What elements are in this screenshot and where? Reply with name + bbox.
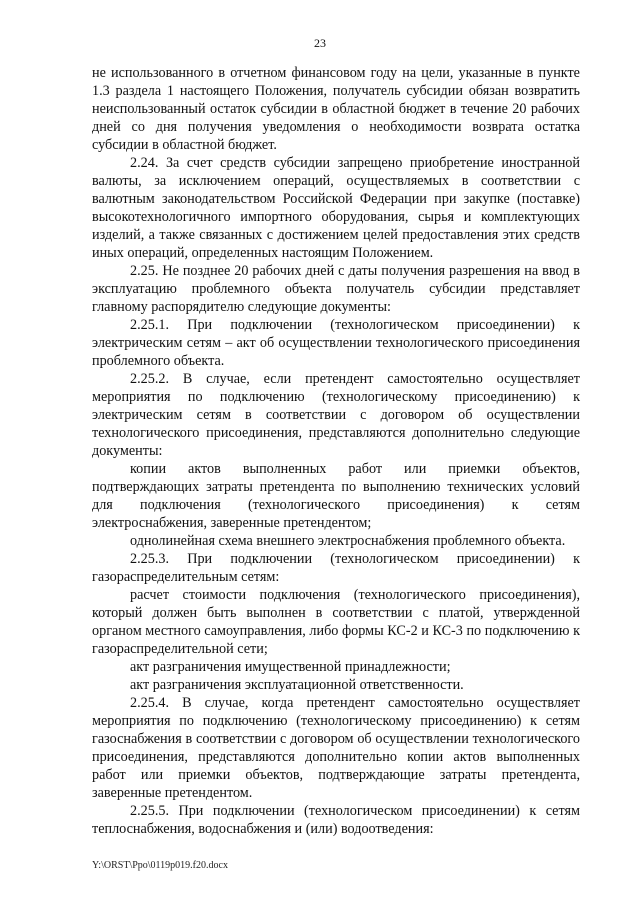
paragraph-single-line-scheme: однолинейная схема внешнего электроснабжения проблемного объекта. bbox=[130, 533, 566, 549]
page-number: 23 bbox=[314, 36, 326, 50]
file-path-footer: Y:\ORST\Ppo\0119p019.f20.docx bbox=[92, 860, 228, 871]
paragraph-2-25-3: 2.25.3. При подключении (технологическом присоединении) к газораспределительным сетям: bbox=[92, 551, 580, 585]
paragraph-continuation: не использованного в отчетном финансовом году на цели, указанные в пункте 1.3 раздела 1 настоящего Положения, получатель субсидии обязан возвратить неиспользованный остаток субсидии в областной бюджет в течение 20 рабочих дней со дня получения уведомления о необходимости возврата остатка субсидии в областной бюджет. bbox=[92, 65, 580, 153]
paragraph-2-25-4: 2.25.4. В случае, когда претендент самостоятельно осуществляет мероприятия по подключению (технологическому присоединению) к сетям газоснабжения в соответствии с договором об осуществлении технологического присоединения, представляются дополнительно копии актов выполненных работ или приемки объектов, подтверждающие затраты претендента, заверенные претендентом. bbox=[92, 695, 580, 801]
paragraph-2-25-1: 2.25.1. При подключении (технологическом присоединении) к электрическим сетям – акт об осуществлении технологического присоединения проблемного объекта. bbox=[92, 317, 580, 369]
document-body bbox=[92, 64, 580, 838]
paragraph-2-25: 2.25. Не позднее 20 рабочих дней с даты получения разрешения на ввод в эксплуатацию проблемного объекта получатель субсидии представляет главному распорядителю следующие документы: bbox=[92, 263, 580, 315]
paragraph-2-25-2: 2.25.2. В случае, если претендент самостоятельно осуществляет мероприятия по подключению (технологическому присоединению) к электрическим сетям в соответствии с договором об осуществлении технологического присоединения, представляются дополнительно следующие документы: bbox=[92, 371, 580, 459]
paragraph-property-act: акт разграничения имущественной принадлежности; bbox=[130, 659, 451, 675]
paragraph-acts-copies: копии актов выполненных работ или приемки объектов, подтверждающих затраты претендента по выполнению технических условий для подключения (технологического присоединения) к сетям электроснабжения, заверенные претендентом; bbox=[92, 461, 580, 531]
paragraph-connection-cost: расчет стоимости подключения (технологического присоединения), который должен быть выполнен в соответствии с платой, утвержденной органом местного самоуправления, либо формы КС-2 и КС-3 по подключению к газораспределительной сети; bbox=[92, 587, 580, 657]
paragraph-2-24: 2.24. За счет средств субсидии запрещено приобретение иностранной валюты, за исключением операций, осуществляемых в соответствии с валютным законодательством Российской Федерации при закупке (поставке) высокотехнологичного импортного оборудования, сырья и комплектующих изделий, а также связанных с достижением целей предоставления этих средств иных операций, определенных настоящим Положением. bbox=[92, 155, 580, 261]
paragraph-2-25-5: 2.25.5. При подключении (технологическом присоединении) к сетям теплоснабжения, водоснабжения и (или) водоотведения: bbox=[92, 803, 580, 837]
paragraph-responsibility-act: акт разграничения эксплуатационной ответственности. bbox=[130, 677, 464, 693]
